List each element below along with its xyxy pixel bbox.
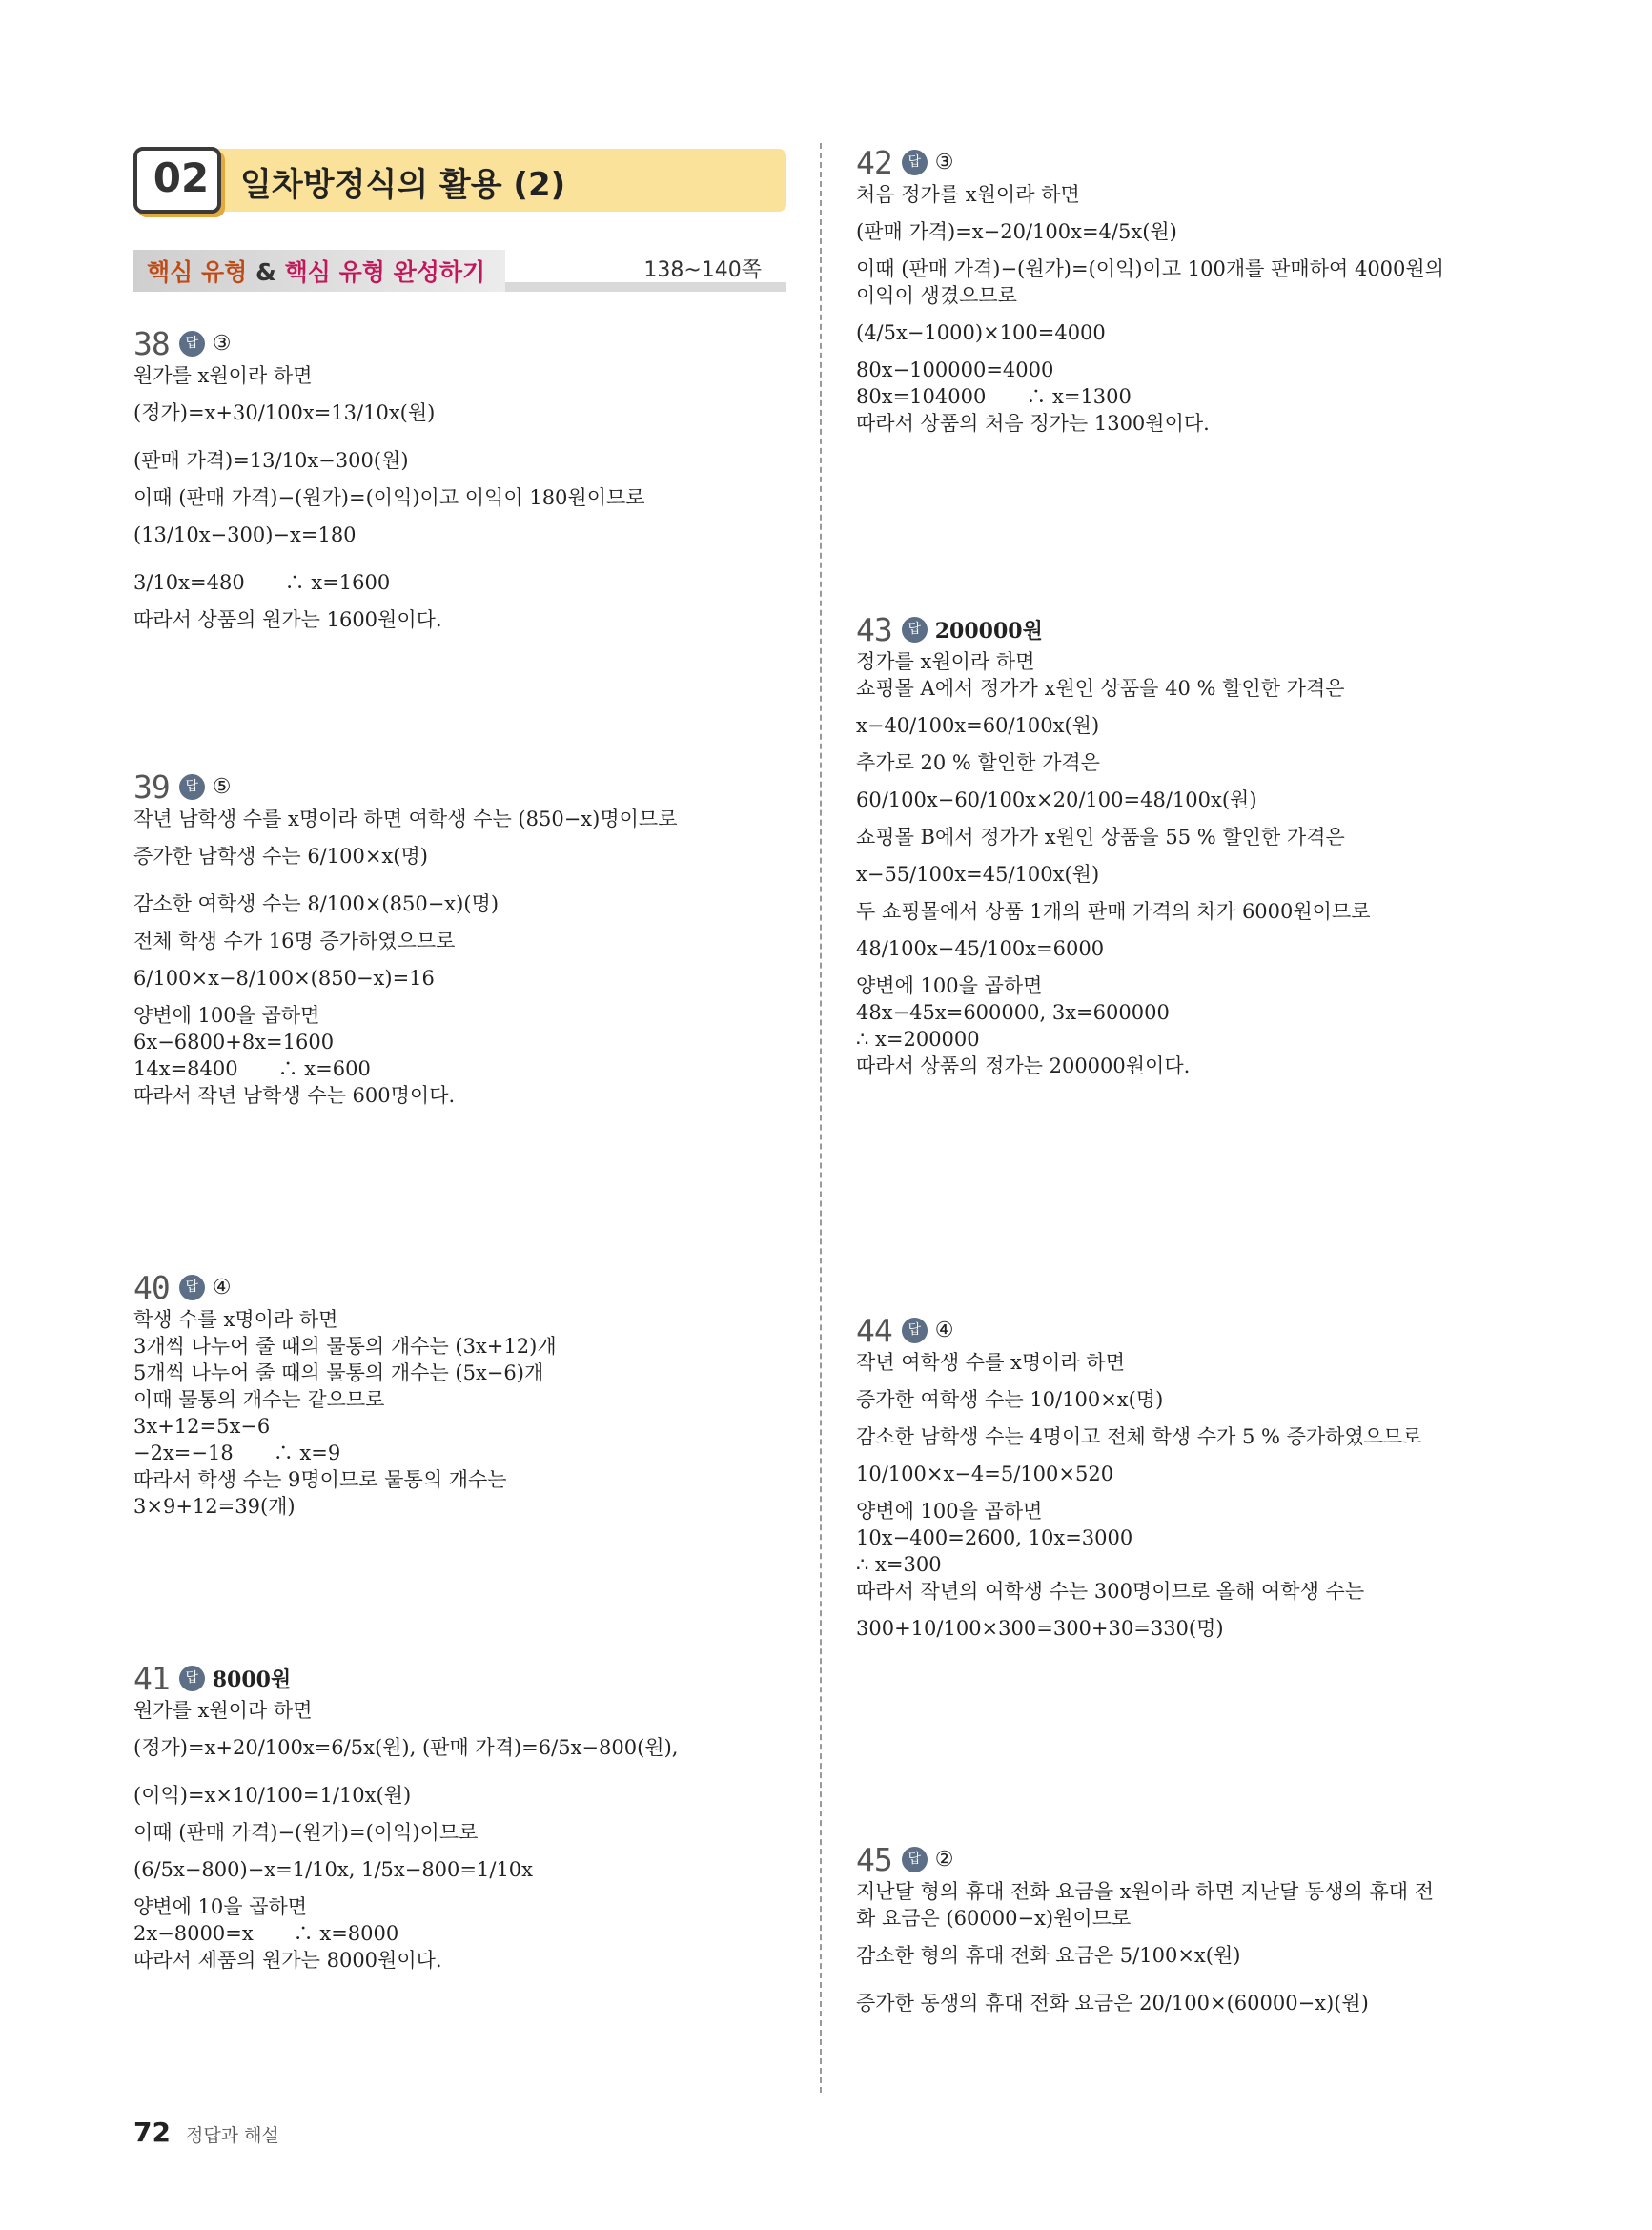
solution-line: 따라서 작년의 여학생 수는 300명이므로 올해 여학생 수는 xyxy=(856,1580,1365,1603)
problem-answer: 8000원 xyxy=(212,1667,292,1692)
footer-label: 정답과 해설 xyxy=(185,2125,279,2146)
solution-line: 60/100x−60/100x×20/100=48/100x(원) xyxy=(856,788,1257,811)
problem-43 xyxy=(856,610,1523,1079)
solution-line: ∴ x=200000 xyxy=(856,1028,980,1051)
solution-line: 6x−6800+8x=1600 xyxy=(133,1031,335,1054)
problem-number: 41 xyxy=(133,1659,170,1697)
solution-line: 학생 수를 x명이라 하면 xyxy=(133,1308,338,1331)
problem-40 xyxy=(133,1268,791,1520)
answer-badge-icon: 답 xyxy=(902,150,928,175)
solution-line: 화 요금은 (60000−x)원이므로 xyxy=(856,1907,1132,1930)
solution-line: 이때 (판매 가격)−(원가)=(이익)이고 이익이 180원이므로 xyxy=(133,486,645,509)
problem-number: 39 xyxy=(133,767,170,806)
solution-line: 증가한 여학생 수는 10/100×x(명) xyxy=(856,1388,1164,1411)
problem-answer: ⑤ xyxy=(212,774,232,799)
answer-badge-icon: 답 xyxy=(902,617,928,643)
solution-line: 따라서 작년 남학생 수는 600명이다. xyxy=(133,1084,456,1107)
problem-header xyxy=(856,610,1523,648)
problem-38 xyxy=(133,324,791,633)
solution-line: ∴ x=300 xyxy=(856,1553,942,1576)
solution-line: 감소한 형의 휴대 전화 요금은 5/100×x(원) xyxy=(856,1944,1241,1967)
page-footer xyxy=(133,2117,279,2148)
problem-header xyxy=(856,143,1523,181)
problem-41 xyxy=(133,1659,791,1974)
solution-line: 10/100×x−4=5/100×520 xyxy=(856,1463,1114,1485)
problem-answer: ④ xyxy=(934,1318,954,1342)
solution-line: 이때 물통의 개수는 같으므로 xyxy=(133,1388,385,1411)
solution-line: (이익)=x×10/100=1/10x(원) xyxy=(133,1784,412,1807)
subheader-pages: 138~140쪽 xyxy=(643,258,762,282)
problem-header xyxy=(856,1311,1523,1349)
problem-number: 45 xyxy=(856,1840,892,1878)
subheader-label-1: 핵심 유형 xyxy=(147,258,248,286)
solution-line: 지난달 형의 휴대 전화 요금을 x원이라 하면 지난달 동생의 휴대 전 xyxy=(856,1880,1435,1903)
solution-line: 따라서 상품의 정가는 200000원이다. xyxy=(856,1054,1191,1077)
answer-badge-icon: 답 xyxy=(179,331,205,357)
solution-line: 쇼핑몰 B에서 정가가 x원인 상품을 55 % 할인한 가격은 xyxy=(856,826,1345,849)
subheader-bar xyxy=(133,250,786,292)
solution-line: 3x+12=5x−6 xyxy=(133,1415,271,1438)
problem-answer: 200000원 xyxy=(934,618,1043,644)
problem-number: 44 xyxy=(856,1311,892,1349)
solution-line: 이익이 생겼으므로 xyxy=(856,284,1017,307)
solution-line: x−55/100x=45/100x(원) xyxy=(856,863,1100,886)
subheader-label xyxy=(147,254,485,288)
solution-line: 양변에 100을 곱하면 xyxy=(133,1004,320,1027)
solution-line: 처음 정가를 x원이라 하면 xyxy=(856,183,1080,206)
solution-line: 48x−45x=600000, 3x=600000 xyxy=(856,1001,1170,1024)
solution-line: 300+10/100×300=300+30=330(명) xyxy=(856,1617,1224,1640)
solution-line: (6/5x−800)−x=1/10x, 1/5x−800=1/10x xyxy=(133,1858,534,1881)
solution-line: (정가)=x+30/100x=13/10x(원) xyxy=(133,401,436,424)
section-title: 일차방정식의 활용 (2) xyxy=(240,166,566,204)
problem-number: 43 xyxy=(856,610,892,648)
solution-line: 80x−100000=4000 xyxy=(856,358,1054,381)
solution-line: 원가를 x원이라 하면 xyxy=(133,364,313,387)
section-number: 02 xyxy=(153,154,210,201)
problem-number: 42 xyxy=(856,143,892,181)
solution-line: 80x=104000 ∴ x=1300 xyxy=(856,385,1132,408)
answer-badge-icon: 답 xyxy=(179,774,205,800)
solution-line: 증가한 동생의 휴대 전화 요금은 20/100×(60000−x)(원) xyxy=(856,1992,1369,2015)
solution-line: (판매 가격)=13/10x−300(원) xyxy=(133,449,409,472)
problem-44 xyxy=(856,1311,1523,1652)
problem-39 xyxy=(133,767,791,1109)
solution-line: 양변에 100을 곱하면 xyxy=(856,974,1043,997)
solution-line: 따라서 학생 수는 9명이므로 물통의 개수는 xyxy=(133,1468,507,1491)
solution-line: 이때 (판매 가격)−(원가)=(이익)이고 100개를 판매하여 4000원의 xyxy=(856,257,1444,280)
solution-line: −2x=−18 ∴ x=9 xyxy=(133,1442,341,1464)
page-number: 72 xyxy=(133,2117,171,2148)
section-number-box xyxy=(133,147,221,214)
problem-number: 38 xyxy=(133,324,170,362)
solution-line: (13/10x−300)−x=180 xyxy=(133,523,357,546)
subheader-amp: & xyxy=(255,258,276,286)
solution-line: 감소한 남학생 수는 4명이고 전체 학생 수가 5 % 증가하였으므로 xyxy=(856,1425,1422,1448)
solution-line: 따라서 제품의 원가는 8000원이다. xyxy=(133,1949,442,1972)
solution-line: 5개씩 나누어 줄 때의 물통의 개수는 (5x−6)개 xyxy=(133,1361,544,1384)
solution-line: (정가)=x+20/100x=6/5x(원), (판매 가격)=6/5x−800(원), xyxy=(133,1736,679,1759)
solution-line: 추가로 20 % 할인한 가격은 xyxy=(856,751,1100,774)
problem-header xyxy=(133,767,791,806)
solution-line: x−40/100x=60/100x(원) xyxy=(856,714,1100,737)
solution-line: 48/100x−45/100x=6000 xyxy=(856,937,1105,960)
section-header xyxy=(133,149,786,212)
subheader-label-2: 핵심 유형 완성하기 xyxy=(284,258,486,286)
solution-line: 따라서 상품의 원가는 1600원이다. xyxy=(133,608,442,631)
problem-answer: ③ xyxy=(212,331,232,356)
solution-line: 2x−8000=x ∴ x=8000 xyxy=(133,1922,399,1945)
problem-answer: ④ xyxy=(212,1275,232,1299)
solution-line: 작년 남학생 수를 x명이라 하면 여학생 수는 (850−x)명이므로 xyxy=(133,808,678,830)
problem-header xyxy=(856,1840,1523,1878)
solution-line: 이때 (판매 가격)−(원가)=(이익)이므로 xyxy=(133,1821,479,1844)
problem-45 xyxy=(856,1840,1523,2027)
problem-answer: ② xyxy=(934,1847,954,1872)
solution-line: 3/10x=480 ∴ x=1600 xyxy=(133,571,391,594)
solution-line: (판매 가격)=x−20/100x=4/5x(원) xyxy=(856,220,1177,243)
problem-number: 40 xyxy=(133,1268,170,1306)
problem-answer: ③ xyxy=(934,150,954,174)
solution-line: 감소한 여학생 수는 8/100×(850−x)(명) xyxy=(133,892,500,915)
solution-line: 정가를 x원이라 하면 xyxy=(856,650,1035,673)
column-divider xyxy=(820,143,822,2093)
solution-line: 14x=8400 ∴ x=600 xyxy=(133,1057,371,1080)
answer-badge-icon: 답 xyxy=(902,1318,928,1343)
solution-line: 3×9+12=39(개) xyxy=(133,1495,296,1518)
problem-header xyxy=(133,1659,791,1697)
solution-line: 쇼핑몰 A에서 정가가 x원인 상품을 40 % 할인한 가격은 xyxy=(856,677,1345,700)
solution-line: (4/5x−1000)×100=4000 xyxy=(856,321,1106,344)
solution-line: 원가를 x원이라 하면 xyxy=(133,1699,313,1722)
answer-badge-icon: 답 xyxy=(179,1666,205,1691)
solution-line: 양변에 100을 곱하면 xyxy=(856,1500,1043,1523)
answer-badge-icon: 답 xyxy=(179,1275,205,1300)
problem-42 xyxy=(856,143,1523,437)
solution-line: 양변에 10을 곱하면 xyxy=(133,1895,308,1918)
solution-line: 6/100×x−8/100×(850−x)=16 xyxy=(133,967,435,990)
solution-line: 두 쇼핑몰에서 상품 1개의 판매 가격의 차가 6000원이므로 xyxy=(856,900,1371,923)
problem-header xyxy=(133,324,791,362)
problem-header xyxy=(133,1268,791,1306)
solution-line: 따라서 상품의 처음 정가는 1300원이다. xyxy=(856,412,1210,435)
solution-line: 작년 여학생 수를 x명이라 하면 xyxy=(856,1351,1125,1374)
solution-line: 10x−400=2600, 10x=3000 xyxy=(856,1526,1133,1549)
solution-line: 증가한 남학생 수는 6/100×x(명) xyxy=(133,845,428,868)
solution-line: 3개씩 나누어 줄 때의 물통의 개수는 (3x+12)개 xyxy=(133,1335,557,1358)
solution-line: 전체 학생 수가 16명 증가하였으므로 xyxy=(133,930,456,952)
answer-badge-icon: 답 xyxy=(902,1847,928,1872)
